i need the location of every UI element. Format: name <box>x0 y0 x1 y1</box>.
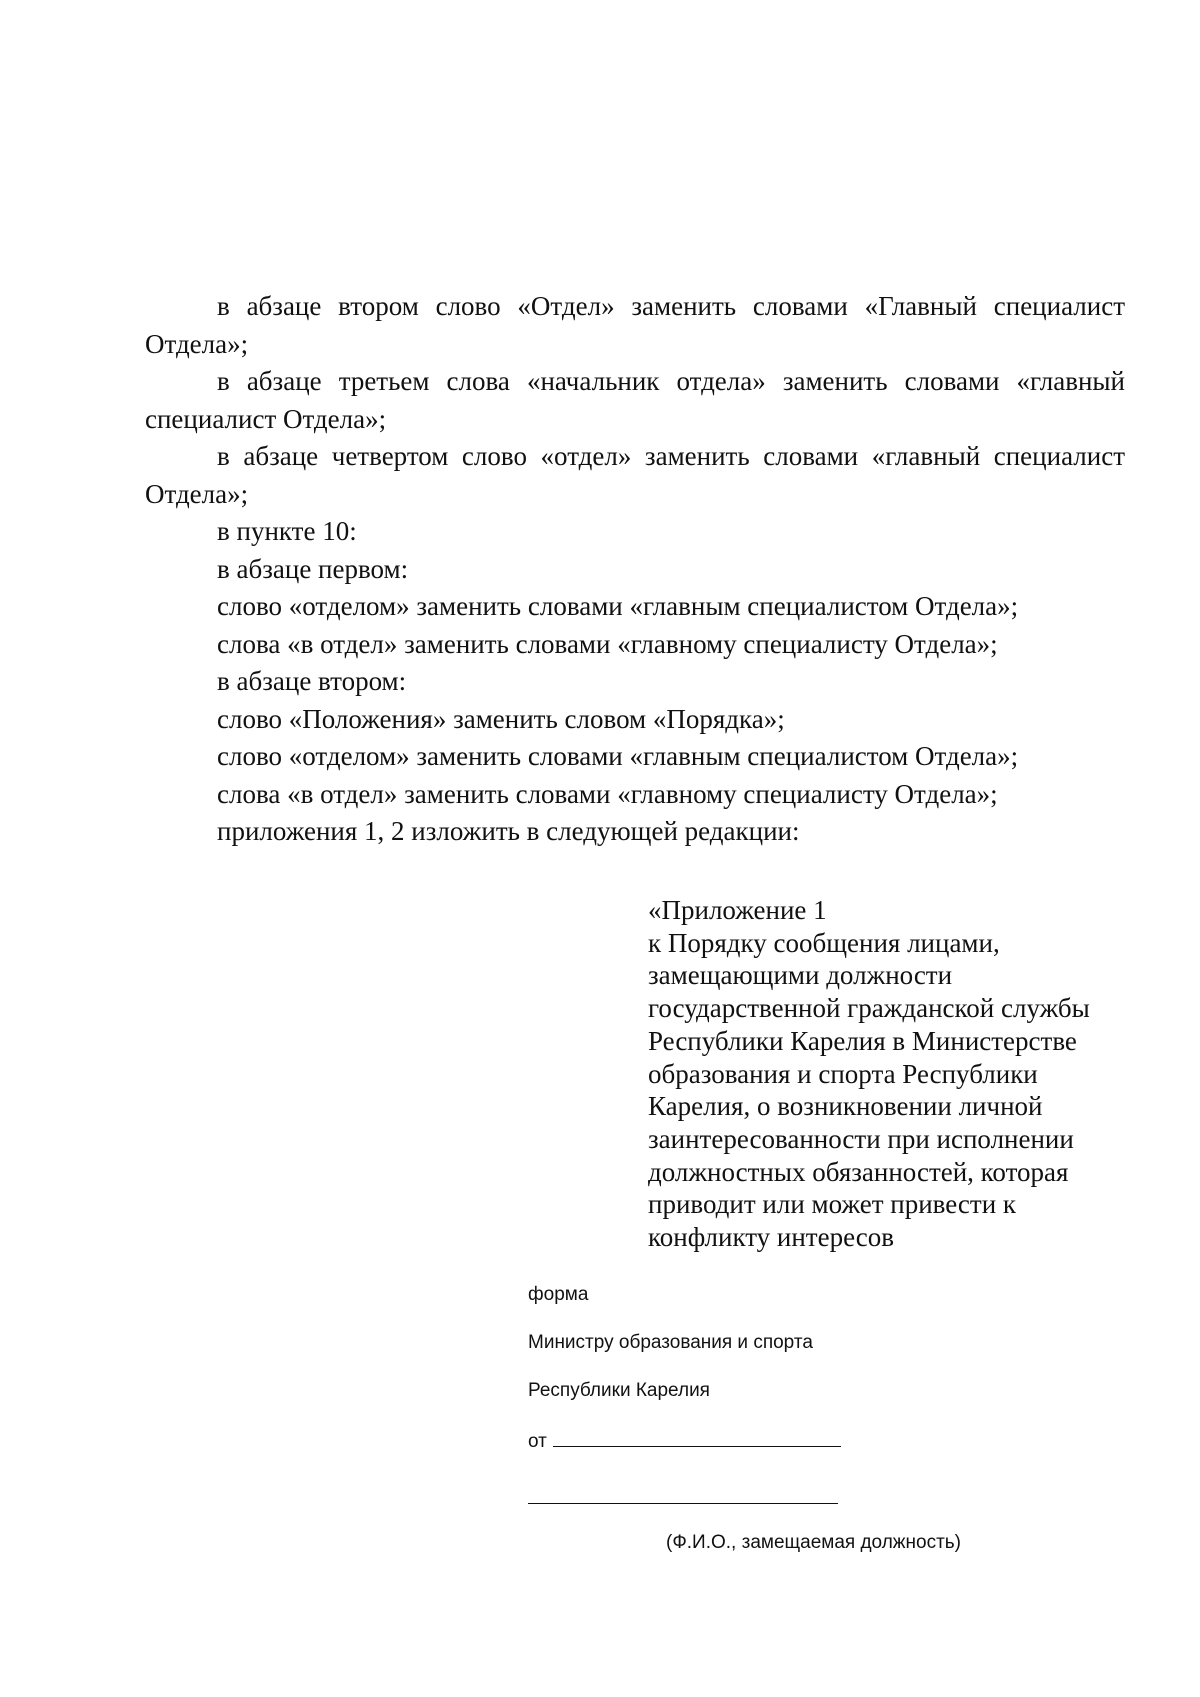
addressee-line: Республики Карелия <box>528 1380 710 1401</box>
from-label: от <box>528 1431 547 1452</box>
text-line: слова «в отдел» заменить словами «главному специалисту Отдела»; <box>217 778 998 809</box>
amendment-text <box>145 288 1125 851</box>
appendix-line: должностных обязанностей, которая <box>648 1156 1069 1187</box>
appendix-line: заинтересованности при исполнении <box>648 1123 1074 1154</box>
text-line: в абзаце втором: <box>217 666 407 696</box>
text-line: слово «отделом» заменить словами «главным специалистом Отдела»; <box>217 741 1019 771</box>
text-line: в пункте 10: <box>217 516 357 546</box>
from-blank-line <box>553 1428 841 1447</box>
from-row <box>528 1428 841 1453</box>
paragraph: в абзаце третьем слова «начальник отдела» заменить словами «главный специалист Отдела»; <box>145 366 1125 434</box>
paragraph: в абзаце втором слово «Отдел» заменить словами «Главный специалист Отдела»; <box>145 291 1125 359</box>
appendix-line: образования и спорта Республики <box>648 1058 1038 1089</box>
text-line: приложения 1, 2 изложить в следующей редакции: <box>217 816 800 846</box>
appendix-line: замещающими должности <box>648 960 953 991</box>
text-line: слово «отделом» заменить словами «главным специалистом Отдела»; <box>217 591 1019 621</box>
text-line: в абзаце первом: <box>217 553 409 584</box>
appendix-line: конфликту интересов <box>648 1222 894 1253</box>
name-caption: (Ф.И.О., замещаемая должность) <box>666 1532 961 1553</box>
appendix-line: приводит или может привести к <box>648 1189 1017 1220</box>
text-line: слово «Положения» заменить словом «Порядка»; <box>217 703 785 734</box>
text-line: слова «в отдел» заменить словами «главному специалисту Отдела»; <box>217 628 998 659</box>
appendix-header <box>648 894 1128 1254</box>
appendix-line: Карелия, о возникновении личной <box>648 1091 1043 1122</box>
appendix-line: «Приложение 1 <box>648 895 827 925</box>
appendix-line: государственной гражданской службы <box>648 993 1090 1024</box>
appendix-line: Республики Карелия в Министерстве <box>648 1025 1077 1056</box>
addressee-line: Министру образования и спорта <box>528 1332 813 1353</box>
name-blank-line <box>528 1503 838 1504</box>
paragraph: в абзаце четвертом слово «отдел» заменить словами «главный специалист Отдела»; <box>145 441 1125 509</box>
form-label: форма <box>528 1284 589 1305</box>
appendix-line: к Порядку сообщения лицами, <box>648 927 1000 958</box>
